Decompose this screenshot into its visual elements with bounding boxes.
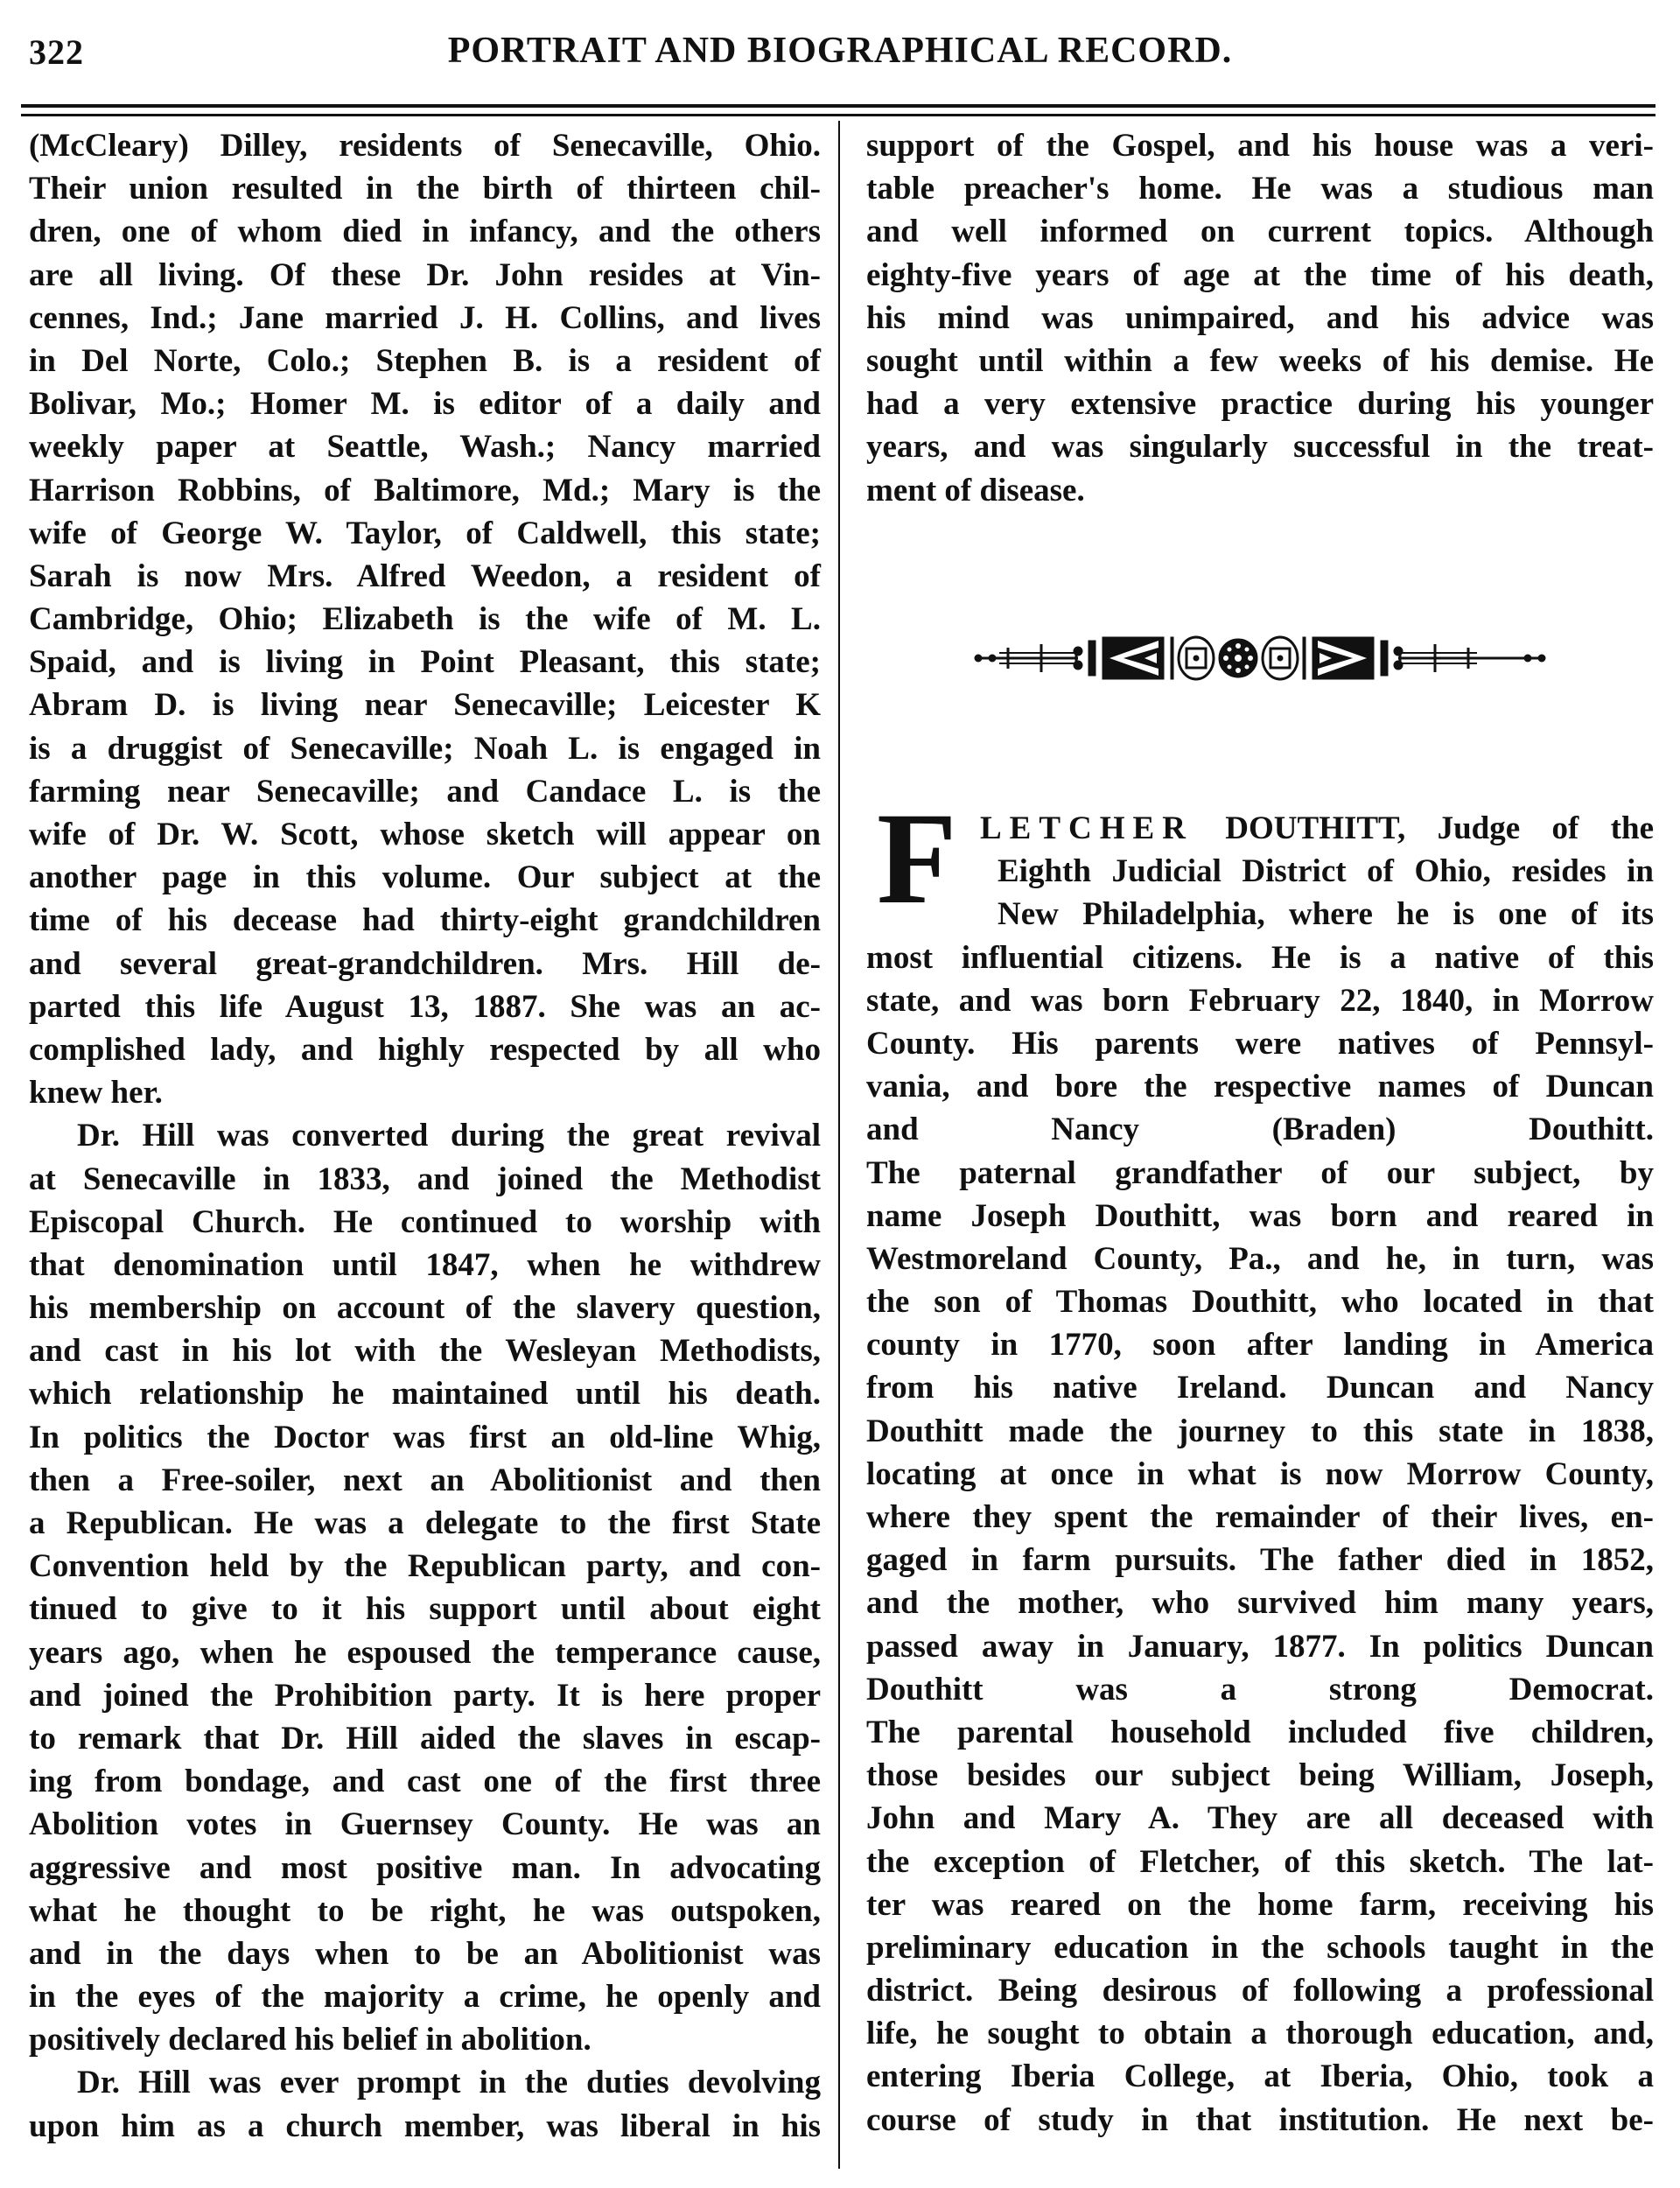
text-line: his membership on account of the slavery question, xyxy=(29,1290,821,1327)
text-line: most influential citizens. He is a native of this xyxy=(866,939,1654,976)
text-line: years, and was singularly successful in the treat- xyxy=(866,429,1654,466)
text-line: and joined the Prohibition party. It is here proper xyxy=(29,1677,821,1714)
text-line: is a druggist of Senecaville; Noah L. is engaged in xyxy=(29,730,821,767)
text-line: sought until within a few weeks of his demise. He xyxy=(866,342,1654,379)
text-line: Harrison Robbins, of Baltimore, Md.; Mary is the xyxy=(29,472,821,508)
text-line: aggressive and most positive man. In advocating xyxy=(29,1849,821,1886)
text-line: entering Iberia College, at Iberia, Ohio, took a xyxy=(866,2058,1654,2095)
text-line: The paternal grandfather of our subject, by xyxy=(866,1154,1654,1191)
lead-caps: LETCHER xyxy=(980,810,1194,846)
text-line: and several great-grandchildren. Mrs. Hill de- xyxy=(29,945,821,982)
text-line: Their union resulted in the birth of thirteen chil- xyxy=(29,171,821,207)
inset-line: New Philadelphia, where he is one of its xyxy=(998,896,1654,933)
text-line: and Nancy (Braden) Douthitt. xyxy=(866,1112,1654,1148)
text-line: had a very extensive practice during his younger xyxy=(866,386,1654,423)
text-line: weekly paper at Seattle, Wash.; Nancy married xyxy=(29,429,821,466)
text-line: Abram D. is living near Senecaville; Leicester K xyxy=(29,687,821,724)
page-number: 322 xyxy=(29,32,84,72)
text-line: ment of disease. xyxy=(866,472,1085,508)
text-line: what he thought to be right, he was outspoken, xyxy=(29,1892,821,1929)
text-line: positively declared his belief in abolition. xyxy=(29,2022,592,2058)
text-line: tinued to give to it his support until about eight xyxy=(29,1591,821,1628)
text-line: in the eyes of the majority a crime, he openly and xyxy=(29,1979,821,2016)
text-line: then a Free-soiler, next an Abolitionist and then xyxy=(29,1462,821,1498)
text-line: and the mother, who survived him many years, xyxy=(866,1585,1654,1622)
text-line: Cambridge, Ohio; Elizabeth is the wife of M. L. xyxy=(29,601,821,638)
text-line: in Del Norte, Colo.; Stephen B. is a resident of xyxy=(29,342,821,379)
text-line: County. His parents were natives of Pennsyl- xyxy=(866,1025,1654,1062)
text-line: dren, one of whom died in infancy, and the others xyxy=(29,214,821,250)
right-column-top xyxy=(866,124,1654,512)
text-line: wife of George W. Taylor, of Caldwell, this state; xyxy=(29,515,821,551)
text-line: Dr. Hill was ever prompt in the duties devolving xyxy=(77,2065,821,2101)
lead-line xyxy=(866,807,1654,850)
text-line: upon him as a church member, was liberal in his xyxy=(29,2107,821,2144)
text-line: Spaid, and is living in Point Pleasant, this state; xyxy=(29,644,821,681)
text-line: years ago, when he espoused the temperance cause, xyxy=(29,1634,821,1671)
text-line: life, he sought to obtain a thorough education, and, xyxy=(866,2016,1654,2052)
text-line: a Republican. He was a delegate to the first State xyxy=(29,1505,821,1541)
text-line: another page in this volume. Our subject at the xyxy=(29,859,821,896)
header-rule-bottom xyxy=(21,114,1656,116)
text-line: locating at once in what is now Morrow County, xyxy=(866,1455,1654,1492)
text-line: passed away in January, 1877. In politics Duncan xyxy=(866,1628,1654,1665)
text-line: state, and was born February 22, 1840, in Morrow xyxy=(866,982,1654,1019)
text-line: (McCleary) Dilley, residents of Senecaville, Ohio. xyxy=(29,128,821,164)
inset-line: Eighth Judicial District of Ohio, resides in xyxy=(998,853,1654,890)
ornamental-divider-icon xyxy=(973,632,1547,683)
text-line: parted this life August 13, 1887. She was an ac- xyxy=(29,988,821,1025)
drop-cap: F xyxy=(877,786,957,931)
text-line: those besides our subject being William, Joseph, xyxy=(866,1757,1654,1794)
text-line: Bolivar, Mo.; Homer M. is editor of a daily and xyxy=(29,386,821,423)
text-line: are all living. Of these Dr. John resides at Vin- xyxy=(29,256,821,293)
text-line: and well informed on current topics. Although xyxy=(866,214,1654,250)
header-rule-top xyxy=(21,104,1656,108)
text-line: John and Mary A. They are all deceased with xyxy=(866,1800,1654,1837)
text-line: ter was reared on the home farm, receiving his xyxy=(866,1886,1654,1923)
text-line: eighty-five years of age at the time of his death, xyxy=(866,256,1654,293)
text-line: district. Being desirous of following a professional xyxy=(866,1973,1654,2009)
text-line: Douthitt made the journey to this state in 1838, xyxy=(866,1413,1654,1449)
text-line: his mind was unimpaired, and his advice was xyxy=(866,299,1654,336)
column-divider xyxy=(838,121,840,2169)
text-line: where they spent the remainder of their lives, en- xyxy=(866,1499,1654,1535)
text-line: vania, and bore the respective names of Duncan xyxy=(866,1069,1654,1105)
text-line: name Joseph Douthitt, was born and reared in xyxy=(866,1197,1654,1234)
text-line: time of his decease had thirty-eight grandchildren xyxy=(29,902,821,939)
text-line: the son of Thomas Douthitt, who located in that xyxy=(866,1284,1654,1321)
text-line: Episcopal Church. He continued to worship with xyxy=(29,1203,821,1240)
text-line: Douthitt was a strong Democrat. xyxy=(866,1671,1654,1708)
text-line: cennes, Ind.; Jane married J. H. Collins, and lives xyxy=(29,299,821,336)
text-line: Convention held by the Republican party, and con- xyxy=(29,1548,821,1585)
text-line: county in 1770, soon after landing in America xyxy=(866,1327,1654,1364)
biography-fletcher-douthitt xyxy=(866,786,1654,2142)
text-line: The parental household included five children, xyxy=(866,1714,1654,1750)
text-line: from his native Ireland. Duncan and Nancy xyxy=(866,1370,1654,1406)
running-title: PORTRAIT AND BIOGRAPHICAL RECORD. xyxy=(447,31,1233,71)
text-line: Sarah is now Mrs. Alfred Weedon, a resident of xyxy=(29,558,821,594)
text-line: wife of Dr. W. Scott, whose sketch will appear on xyxy=(29,817,821,852)
text-line: which relationship he maintained until his death. xyxy=(29,1376,821,1413)
text-line: support of the Gospel, and his house was a veri- xyxy=(866,128,1654,164)
text-line: course of study in that institution. He next be- xyxy=(866,2101,1654,2138)
text-line: the exception of Fletcher, of this sketch. The lat- xyxy=(866,1843,1654,1880)
text-line: table preacher's home. He was a studious man xyxy=(866,171,1654,207)
text-line: and in the days when to be an Abolitionist was xyxy=(29,1935,821,1972)
text-line: knew her. xyxy=(29,1075,163,1112)
text-line: and cast in his lot with the Wesleyan Methodists, xyxy=(29,1333,821,1370)
text-line: ing from bondage, and cast one of the first three xyxy=(29,1764,821,1800)
text-line: gaged in farm pursuits. The father died in 1852, xyxy=(866,1542,1654,1579)
text-line: Abolition votes in Guernsey County. He was an xyxy=(29,1806,821,1843)
text-line: preliminary education in the schools taught in the xyxy=(866,1929,1654,1966)
text-line: that denomination until 1847, when he withdrew xyxy=(29,1246,821,1283)
biography-body xyxy=(866,936,1654,2142)
left-column xyxy=(29,124,821,2148)
text-line: Westmoreland County, Pa., and he, in turn, was xyxy=(866,1240,1654,1277)
text-line: to remark that Dr. Hill aided the slaves in escap- xyxy=(29,1720,821,1757)
lead-line-rest: DOUTHITT, Judge of the xyxy=(1225,810,1654,846)
text-line: at Senecaville in 1833, and joined the Methodist xyxy=(29,1161,821,1197)
text-line: In politics the Doctor was first an old-line Whig, xyxy=(29,1419,821,1455)
text-line: farming near Senecaville; and Candace L. is the xyxy=(29,773,821,810)
text-line: complished lady, and highly respected by all who xyxy=(29,1031,821,1068)
text-line: Dr. Hill was converted during the great revival xyxy=(77,1118,821,1154)
